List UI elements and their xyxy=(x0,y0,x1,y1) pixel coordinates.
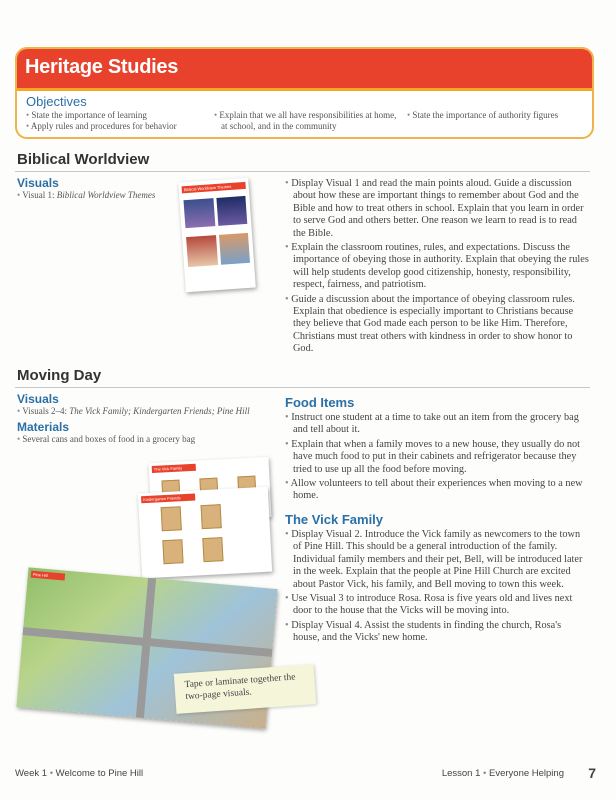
visual-1-card xyxy=(178,178,256,293)
heritage-studies-header xyxy=(15,47,594,139)
objectives-col-1 xyxy=(26,110,206,132)
footer-left: Week 1 • Welcome to Pine Hill xyxy=(15,768,144,779)
list-item: • Guide a discussion about the importance of obeying classroom rules. Explain that obedience is especially important to Christians because they believe that God made each person to be like Him. Therefore, Christians must treat others with kindness in order to show honor to God. xyxy=(285,293,575,355)
vick-family-list xyxy=(285,529,590,647)
list-item: • Explain the classroom routines, rules, and expectations. Discuss the importance of obeying those in authority. Explain that obeying the rules will help students develop good citizenship, honesty, responsibility, respect, fairness, and patriotism. xyxy=(285,242,589,291)
list-item: • Display Visual 1 and read the main points aloud. Guide a discussion about how these are important things to remember about God and the Bible and how to treat others in school. Explain that you learn in order to serve God and others better. One reason we learn to read is to read the Bible. xyxy=(285,178,584,239)
list-item: • Allow volunteers to tell about their experiences when moving to a new home. xyxy=(285,478,583,502)
sky-scene-image xyxy=(216,196,247,226)
moving-day-title: Moving Day xyxy=(17,367,102,384)
card-title: Kindergarten Friends xyxy=(141,493,195,503)
objective-item: • State the importance of learning xyxy=(26,110,147,120)
food-items-list xyxy=(285,412,590,505)
section-divider xyxy=(15,171,590,172)
objectives-heading: Objectives xyxy=(26,94,87,109)
page-title: Heritage Studies xyxy=(25,56,179,78)
biblical-worldview-title: Biblical Worldview xyxy=(17,151,150,168)
card-title: Pine Hill xyxy=(31,571,65,581)
objectives-col-2 xyxy=(214,110,399,132)
visual-3-card xyxy=(138,487,272,579)
card-title: The Vick Family xyxy=(152,464,196,473)
footer-right: Lesson 1 • Everyone Helping xyxy=(441,768,564,779)
friend-photo xyxy=(201,504,222,529)
materials-heading: Materials xyxy=(17,420,70,434)
materials-list-item: • Several cans and boxes of food in a grocery bag xyxy=(17,434,196,444)
list-item: • Display Visual 4. Assist the students in finding the church, Rosa's house, and the Vicks' new home. xyxy=(285,619,562,644)
tape-note: Tape or laminate together the two-page visuals. xyxy=(174,664,316,714)
children-image xyxy=(219,233,250,265)
list-item: • Display Visual 2. Introduce the Vick family as newcomers to the town of Pine Hill. This should be a general introduction of the family. Individual family members and their pet, Bell, will be introduced later in the week. Explain that the people at Pine Hill Church are excited about Pastor Vick, his family, and Bell moving to town this week. xyxy=(285,529,583,590)
open-bible-image xyxy=(186,235,218,267)
food-items-heading: Food Items xyxy=(285,395,355,410)
biblical-worldview-list xyxy=(285,178,590,358)
list-item: • Use Visual 3 to introduce Rosa. Rosa is five years old and lives next door to the house that the Vicks will be moving into. xyxy=(285,593,573,617)
page-footer xyxy=(15,765,596,785)
bible-scene-image xyxy=(183,198,215,228)
list-item: • Instruct one student at a time to take out an item from the grocery bag and tell about it. xyxy=(285,412,579,436)
visuals-heading: Visuals xyxy=(17,176,59,190)
visuals-heading: Visuals xyxy=(17,392,59,406)
card-title: Biblical Worldview Themes xyxy=(182,182,246,193)
friend-photo xyxy=(202,537,223,562)
friend-photo xyxy=(162,539,183,564)
objectives-col-3 xyxy=(407,110,587,121)
visual-list-item: • Visuals 2–4: The Vick Family; Kindergarten Friends; Pine Hill xyxy=(17,406,250,416)
page-number: 7 xyxy=(588,765,596,781)
list-item: • Explain that when a family moves to a new house, they usually do not have much food to put in their cabinets and refrigerator because they tried to use up all the food before moving. xyxy=(285,438,581,475)
objective-item: • State the importance of authority figures xyxy=(407,110,559,120)
friend-photo xyxy=(161,506,182,531)
objective-item: • Apply rules and procedures for behavior xyxy=(26,121,177,131)
section-divider xyxy=(15,387,590,388)
objective-item: • Explain that we all have responsibilities at home, at school, and in the community xyxy=(214,110,397,131)
map-road xyxy=(136,578,156,718)
vick-family-heading: The Vick Family xyxy=(285,512,384,527)
visual-list-item: • Visual 1: Biblical Worldview Themes xyxy=(17,190,156,200)
